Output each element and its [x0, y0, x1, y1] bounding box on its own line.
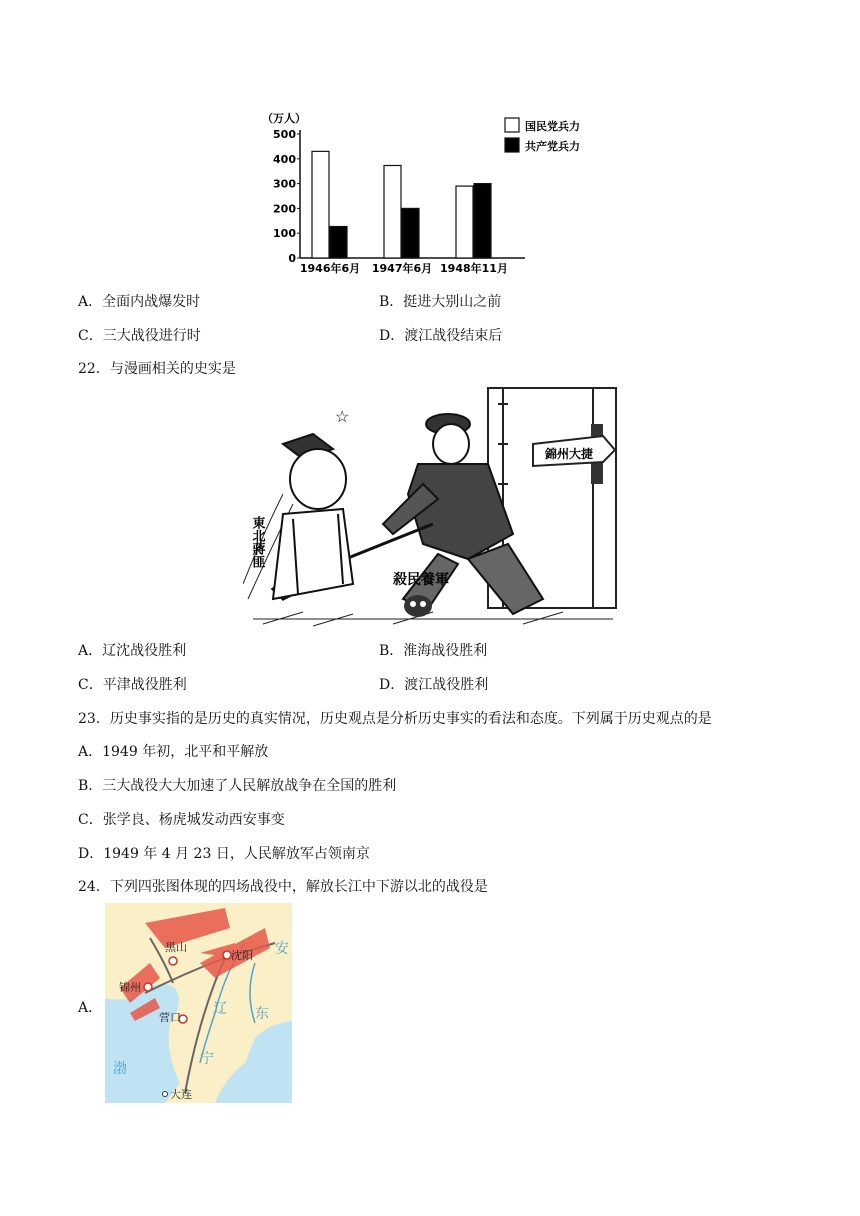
map-label-an: 安	[275, 941, 289, 957]
q22-stem: 22．与漫画相关的史实是	[78, 361, 236, 377]
q23-option-d: D．1949 年 4 月 23 日，人民解放军占领南京	[78, 846, 370, 862]
y-tick-label: 100	[273, 227, 296, 241]
bar-kmt-1	[384, 165, 401, 258]
y-tick-label: 300	[273, 177, 296, 191]
star-icon: ☆	[335, 407, 350, 426]
bar-cpc-1	[402, 208, 419, 258]
x-tick-label: 1946年6月	[299, 262, 361, 275]
x-tick-label: 1947年6月	[371, 262, 433, 275]
q21-option-d: D．渡江战役结束后	[379, 328, 503, 344]
map-label-yingkou: 营口	[159, 1011, 181, 1024]
slogan-label: 殺民養軍	[393, 572, 449, 588]
q24-option-a-label: A．	[78, 1000, 103, 1016]
bar-kmt-2	[456, 186, 473, 258]
legend-label-1: 共产党兵力	[525, 140, 580, 153]
q24-stem: 24．下列四张图体现的四场战役中，解放长江中下游以北的战役是	[78, 879, 488, 895]
y-tick-label: 200	[273, 202, 296, 216]
q22-option-d: D．渡江战役胜利	[379, 677, 489, 693]
q21-option-c: C．三大战役进行时	[78, 328, 201, 344]
legend-swatch-1	[505, 138, 519, 152]
skull-icon	[404, 595, 432, 617]
map-label-liao: 辽	[213, 1001, 227, 1017]
map-label-dong: 东	[255, 1006, 269, 1022]
political-cartoon	[243, 384, 621, 631]
troop-strength-bar-chart	[260, 106, 610, 278]
q23-stem: 23．历史事实指的是历史的真实情况，历史观点是分析历史事实的看法和态度。下列属于历史观点的是	[78, 711, 712, 727]
liaoshen-campaign-map	[105, 903, 292, 1103]
map-label-jinzhou: 锦州	[119, 981, 141, 994]
map-label-shenyang: 沈阳	[231, 949, 253, 962]
legend-label-0: 国民党兵力	[525, 120, 580, 133]
q22-option-c: C．平津战役胜利	[78, 677, 187, 693]
y-tick-label: 0	[288, 252, 296, 265]
dalian-marker	[163, 1092, 168, 1097]
map-label-dalian: 大连	[170, 1088, 192, 1101]
bar-cpc-0	[330, 227, 347, 258]
bar-kmt-0	[312, 151, 329, 258]
y-tick-label: 500	[273, 128, 296, 141]
map-label-heishan: 黑山	[165, 941, 187, 954]
sign-label: 錦州大捷	[545, 447, 594, 461]
q23-option-b: B．三大战役大大加速了人民解放战争在全国的胜利	[78, 778, 397, 794]
q22-option-b: B．淮海战役胜利	[379, 643, 488, 659]
q23-option-c: C．张学良、杨虎城发动西安事变	[78, 812, 285, 828]
q23-option-a: A．1949 年初，北平和平解放	[78, 744, 269, 760]
q21-option-a: A．全面内战爆发时	[78, 294, 201, 310]
bohai-sea	[105, 984, 180, 1103]
map-label-ning: 宁	[200, 1051, 214, 1067]
q22-option-a: A．辽沈战役胜利	[78, 643, 187, 659]
x-tick-label: 1948年11月	[440, 262, 508, 275]
legend-swatch-0	[505, 118, 519, 132]
y-axis-label: （万人）	[262, 112, 306, 125]
map-label-bo: 渤	[113, 1061, 127, 1077]
y-tick-label: 400	[273, 152, 296, 166]
enemy-label: 東北蔣匪	[249, 516, 265, 568]
bar-cpc-2	[474, 184, 491, 258]
q21-option-b: B．挺进大别山之前	[379, 294, 502, 310]
